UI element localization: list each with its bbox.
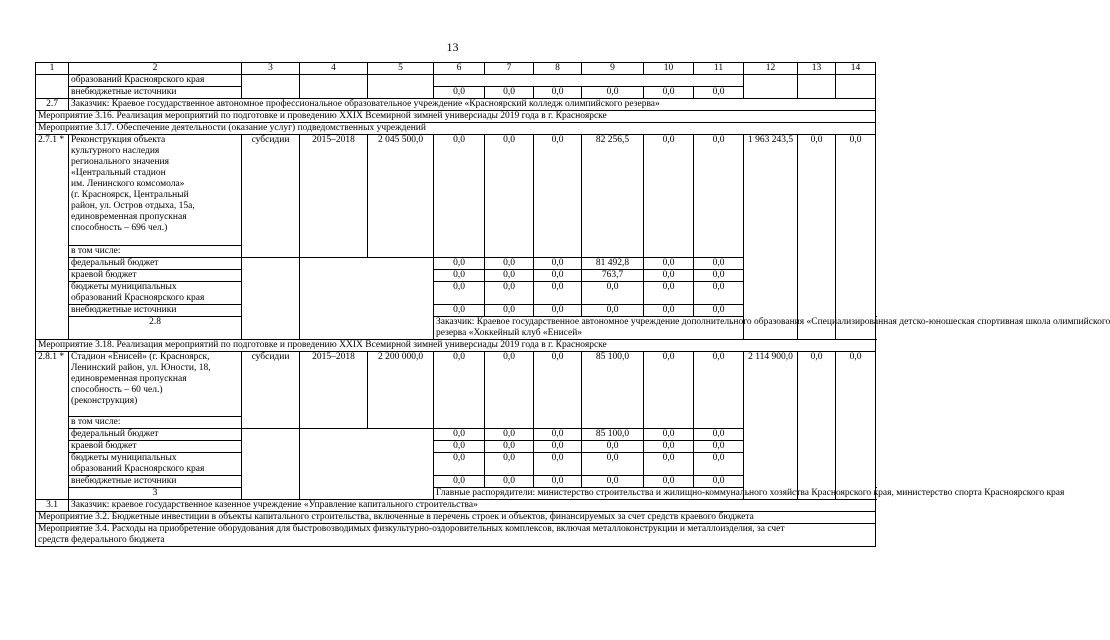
row-label: краевой бюджет — [69, 270, 242, 282]
period: 2015–2018 — [300, 352, 368, 429]
value-cell: 0,0 — [694, 258, 744, 270]
budget-table — [35, 62, 1110, 547]
row-label: внебюджетные источники — [69, 476, 242, 488]
value-cell: 0,0 — [798, 352, 836, 500]
value-cell: 0,0 — [582, 476, 644, 488]
value-cell: 0,0 — [534, 429, 582, 441]
value-cell: 0,0 — [434, 429, 485, 441]
funding-type: субсидии — [242, 352, 300, 429]
value-cell: 0,0 — [644, 87, 694, 99]
value-cell: 763,7 — [582, 270, 644, 282]
header-cell: 13 — [798, 63, 836, 75]
header-cell: 8 — [534, 63, 582, 75]
row-label: бюджеты муниципальных образований Красноярского края — [69, 282, 242, 305]
header-cell: 14 — [836, 63, 876, 75]
value-cell: 0,0 — [694, 305, 744, 317]
value-cell: 0,0 — [534, 441, 582, 453]
header-cell: 1 — [36, 63, 69, 75]
section-row — [36, 488, 876, 500]
value-cell: 0,0 — [534, 352, 582, 429]
value-cell: 0,0 — [434, 270, 485, 282]
object-number: 2.7.1 * — [36, 135, 69, 340]
section-number: 2.7 — [36, 99, 69, 111]
value-cell: 0,0 — [694, 87, 744, 99]
value-cell: 81 492,8 — [582, 258, 644, 270]
value-cell: 2 114 900,0 — [744, 352, 798, 500]
value-cell: 0,0 — [534, 305, 582, 317]
section-row — [36, 500, 876, 512]
value-cell: 0,0 — [644, 476, 694, 488]
value-cell: 0,0 — [644, 258, 694, 270]
value-cell: 0,0 — [644, 282, 694, 305]
funding-type: субсидии — [242, 135, 300, 258]
value-cell: 0,0 — [485, 258, 534, 270]
value-cell: 0,0 — [644, 305, 694, 317]
value-cell: 0,0 — [485, 282, 534, 305]
section-title: Заказчик: Краевое государственное автономное учреждение дополнительного образования «Специализированная детско-юношеская спортивная школа олимпийского резерва «Хоккейный клуб «Енисей» — [434, 317, 876, 340]
value-cell: 0,0 — [534, 258, 582, 270]
measure-title: Мероприятие 3.2. Бюджетные инвестиции в объекты капитального строительства, включенные в перечень строек и объектов, финансируемых за счет средств краевого бюджета — [36, 512, 876, 524]
value-cell: 0,0 — [434, 87, 485, 99]
table-row — [36, 75, 876, 87]
value-cell: 0,0 — [434, 135, 485, 258]
estimated-cost: 2 200 000,0 — [368, 352, 434, 429]
row-label: краевой бюджет — [69, 441, 242, 453]
value-cell: 0,0 — [485, 352, 534, 429]
row-label: федеральный бюджет — [69, 429, 242, 441]
value-cell: 0,0 — [434, 258, 485, 270]
header-cell: 3 — [242, 63, 300, 75]
header-cell: 11 — [694, 63, 744, 75]
value-cell: 0,0 — [836, 135, 876, 340]
value-cell: 0,0 — [485, 429, 534, 441]
page-number: 13 — [446, 40, 459, 54]
value-cell: 0,0 — [644, 453, 694, 476]
value-cell: 1 963 243,5 — [744, 135, 798, 340]
value-cell: 0,0 — [485, 453, 534, 476]
row-label: внебюджетные источники — [69, 305, 242, 317]
table-row — [36, 135, 876, 246]
section-number: 3.1 — [36, 500, 69, 512]
measure-title: Мероприятие 3.18. Реализация мероприятий по подготовке и проведению XXIX Всемирной зимней универсиады 2019 года в г. Красноярске — [36, 340, 876, 352]
section-number: 3 — [69, 488, 242, 500]
value-cell: 0,0 — [434, 476, 485, 488]
measure-title: Мероприятие 3.16. Реализация мероприятий по подготовке и проведению XXIX Всемирной зимней универсиады 2019 года в г. Красноярске — [36, 111, 876, 123]
section-row — [36, 317, 876, 340]
row-label: в том числе: — [69, 246, 242, 258]
measure-row — [36, 123, 876, 135]
value-cell: 0,0 — [434, 282, 485, 305]
value-cell: 0,0 — [582, 441, 644, 453]
value-cell: 0,0 — [582, 282, 644, 305]
value-cell: 0,0 — [694, 441, 744, 453]
value-cell: 0,0 — [836, 352, 876, 500]
value-cell: 0,0 — [434, 352, 485, 429]
value-cell: 0,0 — [534, 87, 582, 99]
value-cell: 0,0 — [644, 441, 694, 453]
value-cell: 0,0 — [485, 441, 534, 453]
section-row — [36, 99, 876, 111]
section-title: Заказчик: краевое государственное казенное учреждение «Управление капитального строительства» — [69, 500, 876, 512]
header-cell: 9 — [582, 63, 644, 75]
row-label: образований Красноярского края — [69, 75, 242, 87]
header-cell: 5 — [368, 63, 434, 75]
measure-row — [36, 512, 876, 524]
value-cell: 0,0 — [534, 453, 582, 476]
value-cell: 82 256,5 — [582, 135, 644, 258]
estimated-cost: 2 045 500,0 — [368, 135, 434, 258]
measure-row — [36, 111, 876, 123]
value-cell: 0,0 — [485, 476, 534, 488]
value-cell: 0,0 — [534, 282, 582, 305]
value-cell: 0,0 — [434, 453, 485, 476]
value-cell: 0,0 — [434, 305, 485, 317]
measure-row — [36, 524, 876, 547]
value-cell: 0,0 — [694, 453, 744, 476]
period: 2015–2018 — [300, 135, 368, 258]
value-cell: 0,0 — [485, 270, 534, 282]
measure-title: Мероприятие 3.17. Обеспечение деятельности (оказание услуг) подведомственных учреждений — [36, 123, 876, 135]
section-number: 2.8 — [69, 317, 242, 340]
value-cell: 85 100,0 — [582, 429, 644, 441]
row-label: внебюджетные источники — [69, 87, 242, 99]
value-cell: 0,0 — [485, 135, 534, 258]
table-row — [36, 352, 876, 417]
header-cell: 12 — [744, 63, 798, 75]
value-cell: 0,0 — [534, 135, 582, 258]
value-cell: 0,0 — [582, 87, 644, 99]
value-cell: 0,0 — [694, 352, 744, 429]
value-cell: 0,0 — [644, 270, 694, 282]
value-cell: 0,0 — [434, 441, 485, 453]
section-title: Главные распорядители: министерство строительства и жилищно-коммунального хозяйства Красноярского края, министерство спорта Красноярского края — [434, 488, 876, 500]
value-cell: 0,0 — [694, 429, 744, 441]
object-name: Реконструкция объекта культурного наследия регионального значения «Центральный стадион им. Ленинского комсомола» (г. Красноярск, Центральный район, ул. Остров отдыха, 15а, единовременная пропускная способность – 696 чел.) — [69, 135, 242, 246]
value-cell: 0,0 — [534, 476, 582, 488]
row-label: в том числе: — [69, 417, 242, 429]
value-cell: 0,0 — [644, 429, 694, 441]
value-cell: 0,0 — [485, 305, 534, 317]
column-header-row — [36, 63, 876, 75]
header-cell: 2 — [69, 63, 242, 75]
header-cell: 7 — [485, 63, 534, 75]
value-cell: 0,0 — [644, 135, 694, 258]
value-cell: 0,0 — [694, 270, 744, 282]
measure-row — [36, 340, 876, 352]
header-cell: 10 — [644, 63, 694, 75]
value-cell: 0,0 — [694, 282, 744, 305]
object-number: 2.8.1 * — [36, 352, 69, 500]
value-cell: 0,0 — [582, 305, 644, 317]
row-label: федеральный бюджет — [69, 258, 242, 270]
value-cell: 0,0 — [798, 135, 836, 340]
value-cell: 0,0 — [485, 87, 534, 99]
row-label: бюджеты муниципальных образований Красноярского края — [69, 453, 242, 476]
header-cell: 6 — [434, 63, 485, 75]
value-cell: 0,0 — [644, 352, 694, 429]
measure-title: Мероприятие 3.4. Расходы на приобретение оборудования для быстровозводимых физкультурно-оздоровительных комплексов, включая металлоконструкции и металлоизделия, за счет средств федерального бюджета — [36, 524, 876, 547]
value-cell: 0,0 — [694, 476, 744, 488]
value-cell: 0,0 — [534, 270, 582, 282]
value-cell: 0,0 — [694, 135, 744, 258]
value-cell: 0,0 — [582, 453, 644, 476]
value-cell: 85 100,0 — [582, 352, 644, 429]
object-name: Стадион «Енисей» (г. Красноярск, Ленинский район, ул. Юности, 18, единовременная пропускная способность – 60 чел.) (реконструкция) — [69, 352, 242, 417]
header-cell: 4 — [300, 63, 368, 75]
section-title: Заказчик: Краевое государственное автономное профессиональное образовательное учреждение «Красноярский колледж олимпийского резерва» — [69, 99, 876, 111]
